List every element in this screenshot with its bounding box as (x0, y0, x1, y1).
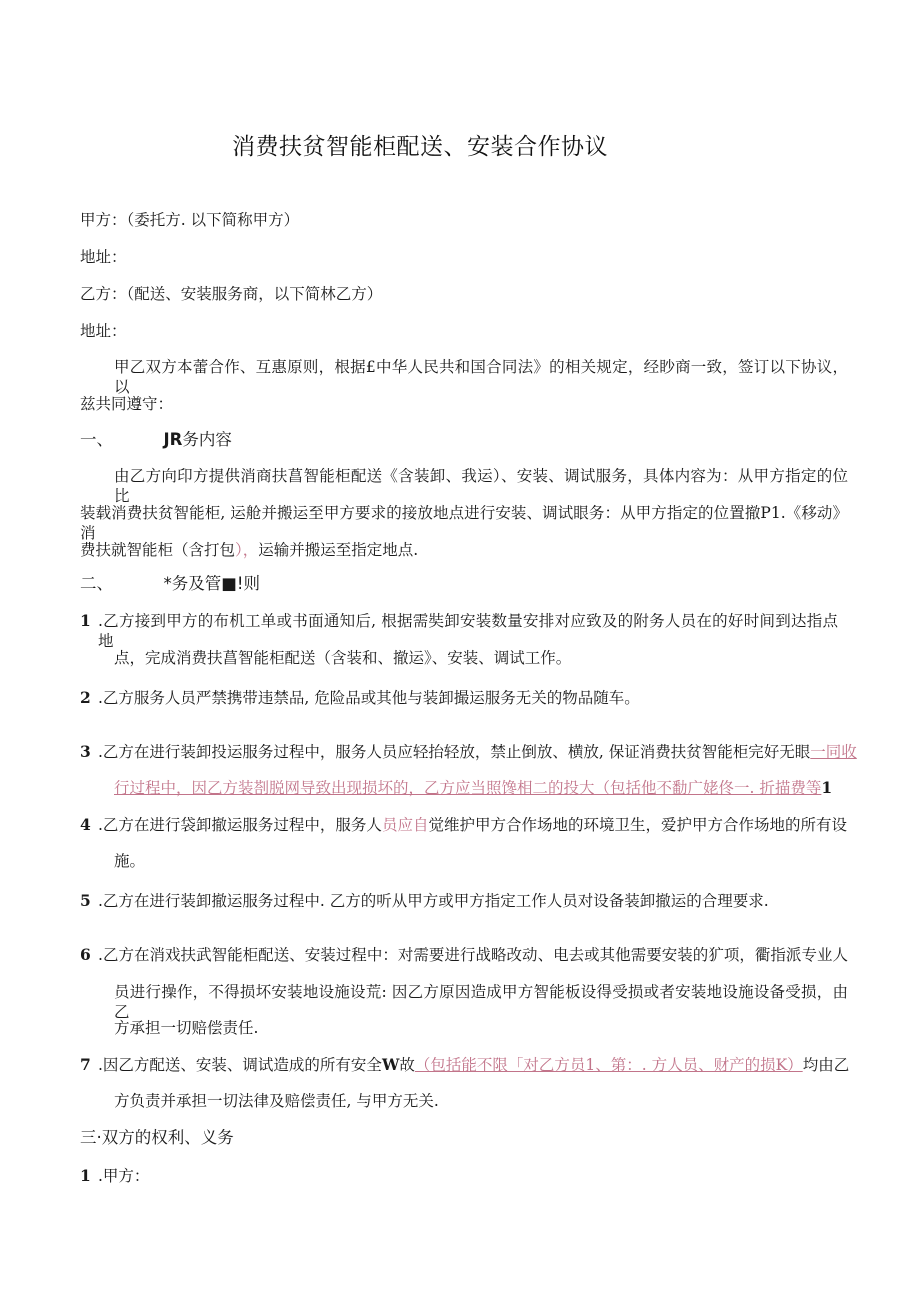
section3-item1-text: .甲方： (98, 1167, 150, 1185)
item6-line-1: .乙方在消戏扶武智能柜配送、安装过程中：对需要进行战略改动、电去或其他需要安装的犷项，衢指派专业人 (98, 946, 848, 964)
item4-line-1-mark: 员应自 (381, 816, 429, 834)
section1-heading (80, 430, 232, 450)
section3-item1-number: 1 (80, 1166, 91, 1185)
item3-line-1a: .乙方在进行装卸投运服务过程中，服务人员应轻抬轻放，禁止倒放、横放, 保证消费扶贫智能柜完好无眼 (98, 743, 811, 761)
item4-line-1 (98, 815, 847, 835)
item3-line-2-mark: 行过程中，因乙方装剳脱网导致出现损坏的，乙方应当照馋相二的投大（包括他不勫广姥佟一. 折描费等 (114, 779, 822, 797)
item7-line-2: 方负责并承担一切法律及赔偿责任, 与甲方无关. (114, 1092, 439, 1110)
item6-line-2: 员进行操作，不得损坏安装地设施设荒: 因乙方原因造成甲方智能板设得受损或者安装地设施设备受损，由乙 (114, 983, 848, 1021)
section3-heading: 三·双方的权利、义务 (80, 1128, 234, 1147)
party-a-line: 甲方：（委托方. 以下简称甲方） (80, 211, 300, 229)
item3-line-2-end: 1 (821, 778, 833, 797)
item7-number: 7 (80, 1055, 91, 1074)
address-a-line: 地址： (80, 248, 127, 266)
item7-line-1b: 故 (399, 1056, 415, 1074)
item4-line-1b: 觉维护甲方合作场地的环境卫生，爱护甲方合作场地的所有设 (428, 816, 847, 834)
item3-line-2 (114, 778, 832, 798)
section1-para-line-3 (80, 540, 418, 560)
item6-number: 6 (80, 945, 91, 964)
intro-line-1: 甲乙双方本蕾合作、互惠原则，根据£中华人民共和国合同法》的相关规定，经眇商一致，签订以下协议，以 (114, 358, 848, 396)
item4-line-1a: .乙方在进行袋卸撤运服务过程中，服务人 (98, 816, 382, 834)
item7-line-1c: 均由乙 (802, 1056, 850, 1074)
section1-number: 一、 (80, 430, 113, 449)
item7-line-1-mark: （包括能不限「对乙方员1、第：. 方人员、财产的损K） (414, 1056, 803, 1074)
item1-line-2: 点，完成消费扶菖智能柜配送（含装和、撤运》、安装、调试工作。 (114, 649, 572, 667)
item7-line-1-bold: W (381, 1055, 400, 1074)
section1-para-line-2: 装载消费扶贫智能柜, 运舱并搬运至甲方要求的接放地点进行安装、调试眼务：从甲方指定的位置撤P1.《移动》消 (80, 504, 848, 542)
item4-number: 4 (80, 815, 91, 834)
item6-line-3: 方承担一切赔偿责任. (114, 1019, 259, 1037)
section1-title-bold: JR (163, 430, 183, 449)
party-b-line: 乙方：（配送、安装服务商，以下简林乙方） (80, 285, 383, 303)
item1-number: 1 (80, 611, 91, 630)
section1-para-line-3a: 费扶就智能柜（含打包 (80, 541, 236, 559)
section1-para-line-3b: 运输并搬运至指定地点. (258, 541, 419, 559)
section1-para-line-1: 由乙方向印方提供消商扶菖智能柜配送《含装卸、我运）、安装、调试服务，具体内容为：从甲方指定的位比 (114, 467, 848, 505)
section2-number: 二、 (80, 574, 113, 593)
item4-line-2: 施。 (114, 852, 146, 870)
item7-line-1a: .因乙方配送、安装、调试造成的所有安全 (98, 1056, 382, 1074)
address-b-line: 地址： (80, 322, 127, 340)
item5-number: 5 (80, 891, 91, 910)
item1-line-1: .乙方接到甲方的布机工单或书面通知后, 根据需奘卸安装数量安排对应致及的附务人员在的好时间到达指点地 (98, 612, 838, 650)
item2-line-1: .乙方服务人员严禁携带违禁品, 危险品或其他与装卸撮运服务无关的物品随车。 (98, 689, 640, 707)
item7-line-1 (98, 1055, 849, 1075)
section2-title: *务及管■!则 (163, 574, 260, 593)
item3-line-1-mark: 一同收 (810, 743, 857, 761)
item3-number: 3 (80, 742, 91, 761)
item2-number: 2 (80, 688, 91, 707)
section1-title-rest: 务内容 (182, 430, 232, 449)
item5-line-1: .乙方在进行装卸撤运服务过程中. 乙方的听从甲方或甲方指定工作人员对设备装卸撤运的合理要求. (98, 892, 769, 910)
intro-line-2: 兹共同遵守： (80, 395, 174, 413)
section1-para-line-3-mark: ）， (235, 541, 259, 559)
document-title: 消费扶贫智能柜配送、安装合作协议 (232, 134, 608, 160)
item3-line-1 (98, 742, 857, 762)
section2-heading (80, 574, 260, 594)
